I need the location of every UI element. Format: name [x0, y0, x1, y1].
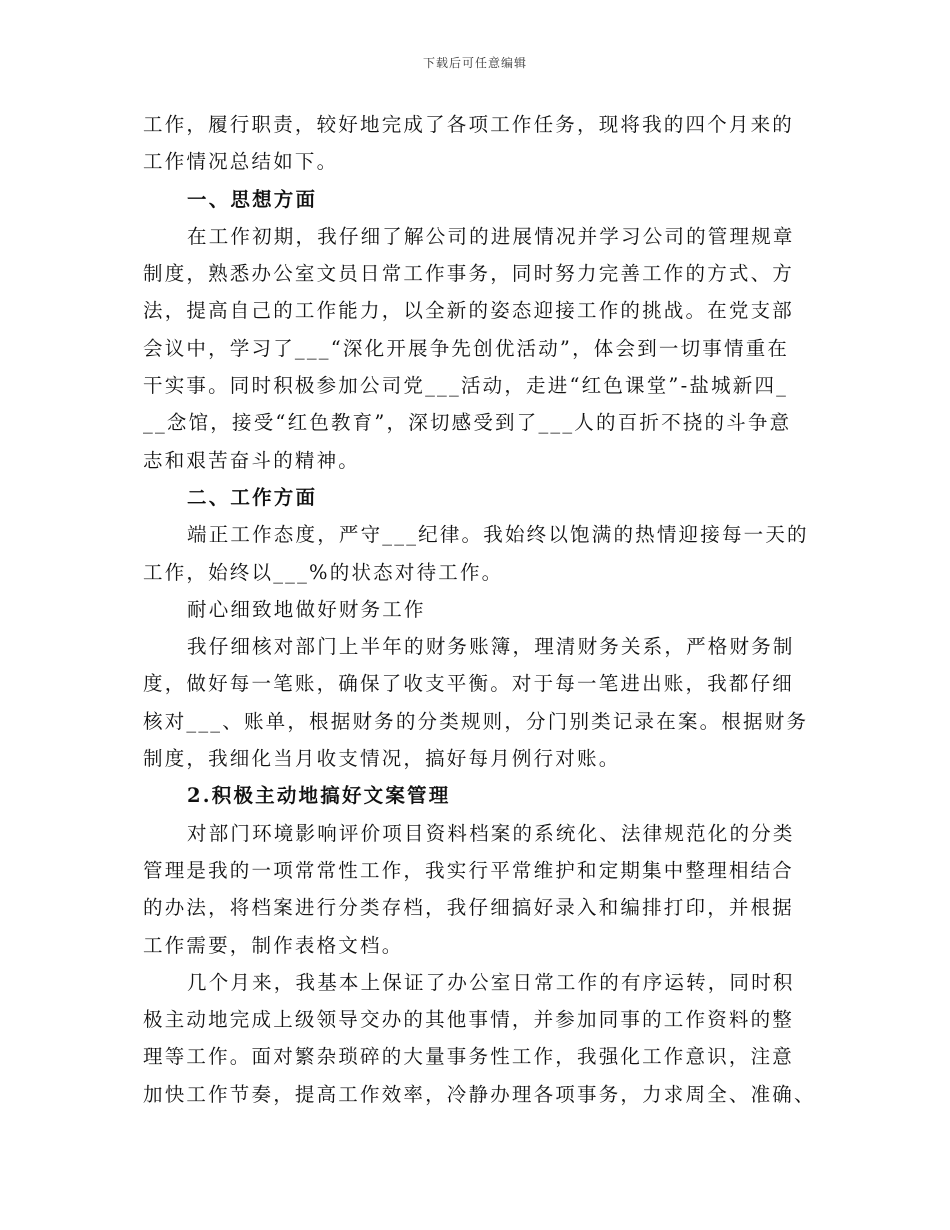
text-line: 我仔细核对部门上半年的财务账簿，理清财务关系，严格财务制: [187, 635, 795, 659]
subheading: 耐心细致地做好财务工作: [187, 597, 426, 621]
section-heading: 二、工作方面: [187, 485, 318, 509]
text-line: 制度，我细化当月收支情况，搞好每月例行对账。: [143, 747, 621, 771]
document-body: [143, 106, 816, 1113]
text-line: 工作需要，制作表格文档。: [143, 933, 404, 957]
text-line: 几个月来，我基本上保证了办公室日常工作的有序运转，同时积: [187, 970, 795, 994]
text-line: 加快工作节奏，提高工作效率，冷静办理各项事务，力求周全、准确、: [143, 1082, 816, 1106]
section-heading: 一、思想方面: [187, 187, 318, 211]
text-line: 核对___、账单，根据财务的分类规则，分门别类记录在案。根据财务: [143, 709, 809, 733]
text-line: 干实事。同时积极参加公司党___活动，走进“红色课堂”-盐城新四_: [143, 374, 789, 398]
text-line: 志和艰苦奋斗的精神。: [143, 448, 361, 472]
text-line: 法，提高自己的工作能力，以全新的姿态迎接工作的挑战。在党支部: [143, 299, 795, 323]
text-line: __念馆，接受“红色教育”，深切感受到了___人的百折不挠的斗争意: [143, 411, 792, 435]
text-line: 对部门环境影响评价项目资料档案的系统化、法律规范化的分类: [187, 821, 795, 845]
section-heading: 2.积极主动地搞好文案管理: [187, 784, 451, 808]
text-line: 理等工作。面对繁杂琐碎的大量事务性工作，我强化工作意识，注意: [143, 1045, 795, 1069]
text-line: 工作，履行职责，较好地完成了各项工作任务，现将我的四个月来的: [143, 113, 795, 136]
text-line: 管理是我的一项常常性工作，我实行平常维护和定期集中整理相结合: [143, 858, 795, 882]
text-line: 工作情况总结如下。: [143, 150, 339, 174]
text-line: 工作，始终以___%的状态对待工作。: [143, 560, 504, 584]
header-note: 下载后可任意编辑: [422, 56, 527, 70]
text-line: 制度，熟悉办公室文员日常工作事务，同时努力完善工作的方式、方: [143, 262, 795, 286]
text-line: 会议中，学习了___“深化开展争先创优活动”，体会到一切事情重在: [143, 336, 790, 360]
text-line: 度，做好每一笔账，确保了收支平衡。对于每一笔进出账，我都仔细: [143, 672, 795, 696]
text-line: 在工作初期，我仔细了解公司的进展情况并学习公司的管理规章: [187, 224, 795, 248]
text-line: 的办法，将档案进行分类存档，我仔细搞好录入和编排打印，并根据: [143, 896, 795, 920]
text-line: 极主动地完成上级领导交办的其他事情，并参加同事的工作资料的整: [143, 1008, 795, 1032]
text-line: 端正工作态度，严守___纪律。我始终以饱满的热情迎接每一天的: [187, 523, 809, 547]
